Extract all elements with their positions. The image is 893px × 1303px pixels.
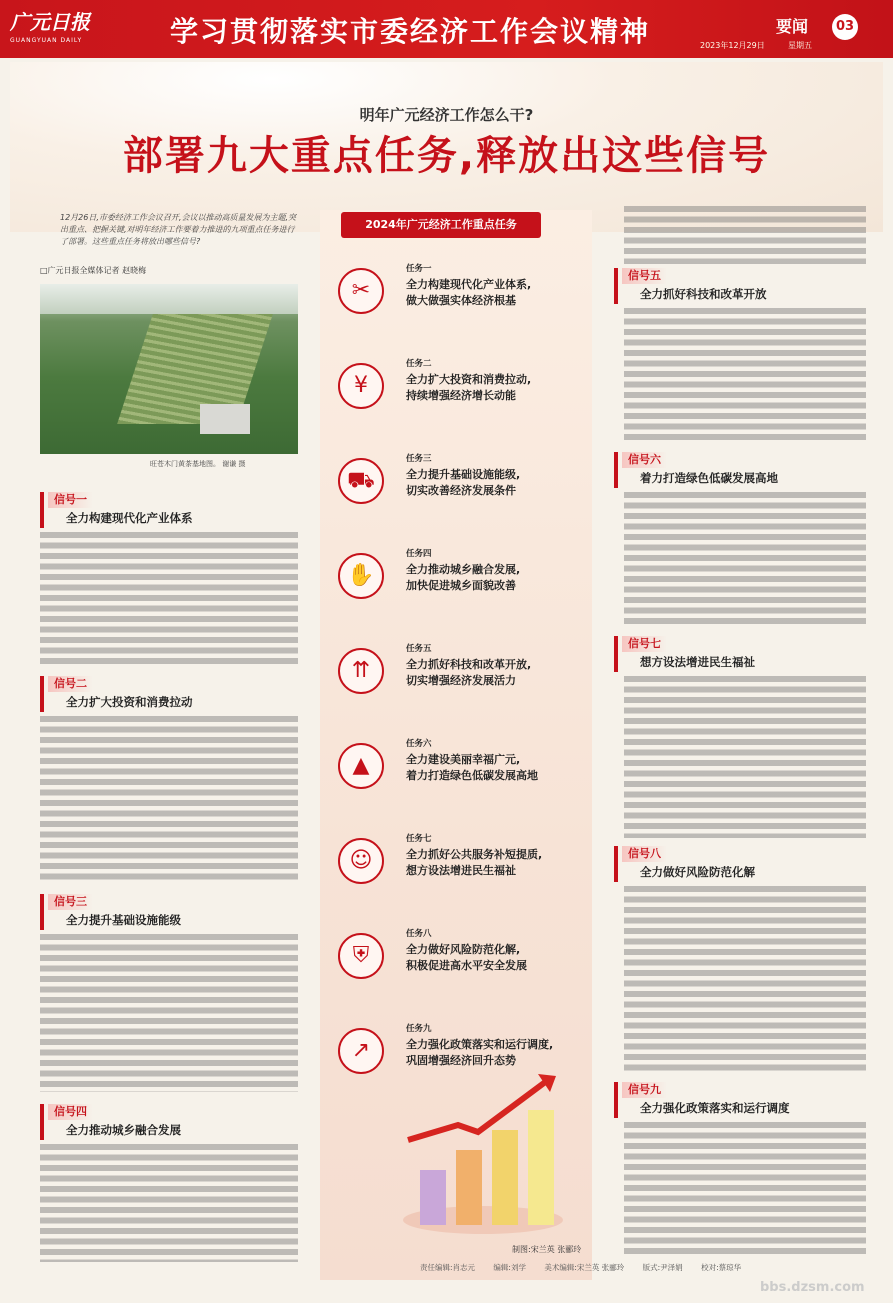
signal-title: 想方设法增进民生福祉 <box>640 655 755 669</box>
task-text-line-1: 全力提升基础设施能级, <box>406 468 521 481</box>
task-kicker: 任务九 <box>406 1024 432 1034</box>
signal-tag: 信号三 <box>48 894 93 910</box>
paper-name: 广元日报 <box>10 10 90 34</box>
signal-title: 全力强化政策落实和运行调度 <box>640 1101 790 1115</box>
signal-tag: 信号四 <box>48 1104 93 1120</box>
bar-light-yellow <box>528 1110 554 1225</box>
task-text-line-2: 着力打造绿色低碳发展高地 <box>406 769 538 782</box>
road-icon: ⛟ <box>338 458 384 504</box>
signal-9-body <box>624 1122 866 1254</box>
signal-2-body <box>40 716 298 884</box>
signal-8-body <box>624 886 866 1074</box>
task-text-line-2: 切实改善经济发展条件 <box>406 484 516 497</box>
signal-1-body <box>40 532 298 664</box>
masthead <box>0 0 893 58</box>
signal-tag: 信号九 <box>622 1082 667 1098</box>
signal-title: 着力打造绿色低碳发展高地 <box>640 471 778 485</box>
key-tasks-title: 2024年广元经济工作重点任务 <box>341 212 541 238</box>
signal-7-header <box>614 636 866 672</box>
signal-tag: 信号一 <box>48 492 93 508</box>
signal-bar <box>614 268 618 304</box>
task-text-line-2: 巩固增强经济回升态势 <box>406 1054 516 1067</box>
task-text-line-1: 全力建设美丽幸福广元, <box>406 753 521 766</box>
page-footer <box>420 1262 880 1273</box>
signal-bar <box>40 492 44 528</box>
page-number-badge: 03 <box>832 14 858 40</box>
signal-7-body <box>624 676 866 838</box>
issue-weekday: 星期五 <box>788 41 812 50</box>
task-text-line-1: 全力抓好科技和改革开放, <box>406 658 532 671</box>
signal-bar <box>40 894 44 930</box>
byline: □广元日报全媒体记者 赵晓梅 <box>40 266 147 275</box>
signal-4-header <box>40 1104 298 1140</box>
bar-orange <box>456 1150 482 1225</box>
task-text-line-1: 全力强化政策落实和运行调度, <box>406 1038 554 1051</box>
task-kicker: 任务四 <box>406 549 432 559</box>
signal-title: 全力推动城乡融合发展 <box>66 1123 181 1137</box>
photo-sky <box>40 284 298 314</box>
task-text-line-2: 持续增强经济增长动能 <box>406 389 516 402</box>
task-text-line-2: 切实增强经济发展活力 <box>406 674 516 687</box>
signal-title: 全力抓好科技和改革开放 <box>640 287 767 301</box>
footer-art: 美术编辑:宋兰英 张郦玲 <box>544 1263 625 1272</box>
shield-icon: ⛨ <box>338 933 384 979</box>
task-kicker: 任务一 <box>406 264 432 274</box>
photo-caption: 旺苍木门黄茶基地图。 谢谦 摄 <box>150 460 246 468</box>
task-text-line-2: 做大做强实体经济根基 <box>406 294 516 307</box>
tools-icon: ✂ <box>338 268 384 314</box>
photo-building <box>200 404 250 434</box>
task-kicker: 任务八 <box>406 929 432 939</box>
task-text-line-2: 想方设法增进民生福祉 <box>406 864 516 877</box>
article-lead: 12月26日,市委经济工作会议召开,会议以推动高质量发展为主题,突出重点、把握关键,对明年经济工作要着力推进的九项重点任务进行了部署。这些重点任务将放出哪些信号? <box>60 213 296 246</box>
signal-bar <box>614 1082 618 1118</box>
signal-9-header <box>614 1082 866 1118</box>
article-headline: 部署九大重点任务,释放出这些信号 <box>122 133 771 179</box>
task-kicker: 任务五 <box>406 644 432 654</box>
signal-title: 全力做好风险防范化解 <box>640 865 755 879</box>
task-kicker: 任务七 <box>406 834 432 844</box>
signal-tag: 信号五 <box>622 268 667 284</box>
watermark: bbs.dzsm.com <box>760 1280 865 1295</box>
signal-5-body <box>624 308 866 444</box>
signal-8-header <box>614 846 866 882</box>
signal-tag: 信号七 <box>622 636 667 652</box>
task-text-line-2: 加快促进城乡面貌改善 <box>406 579 516 592</box>
chart-up-icon: ↗ <box>338 1028 384 1074</box>
signal-bar <box>40 676 44 712</box>
signal-bar <box>614 636 618 672</box>
signal-4-body <box>40 1144 298 1262</box>
signal-title: 全力提升基础设施能级 <box>66 913 181 927</box>
mountain-icon: ▲ <box>338 743 384 789</box>
yuan-coin-icon: ¥ <box>338 363 384 409</box>
signal-tag: 信号八 <box>622 846 667 862</box>
signal-tag: 信号六 <box>622 452 667 468</box>
bar-purple <box>420 1170 446 1225</box>
growth-arrow-line <box>408 1080 548 1140</box>
right-intro-body <box>624 206 866 264</box>
signal-3-header <box>40 894 298 930</box>
section-name[interactable]: 要闻 <box>776 17 809 36</box>
task-text-line-1: 全力做好风险防范化解, <box>406 943 521 956</box>
bar-yellow <box>492 1130 518 1225</box>
art-credit: 制图:宋兰英 张郦玲 <box>512 1245 582 1254</box>
task-text-line-1: 全力推动城乡融合发展, <box>406 563 521 576</box>
growth-arrows-icon: ⇈ <box>338 648 384 694</box>
newspaper-logo[interactable] <box>10 6 90 44</box>
task-text-line-2: 积极促进高水平安全发展 <box>406 959 527 972</box>
issue-date: 2023年12月29日 <box>700 41 765 50</box>
signal-bar <box>614 846 618 882</box>
tea-garden-photo <box>40 284 298 454</box>
growth-bars-illustration <box>398 1070 568 1235</box>
task-text-line-1: 全力扩大投资和消费拉动, <box>406 373 532 386</box>
signal-title: 全力扩大投资和消费拉动 <box>66 695 193 709</box>
article-subtitle: 明年广元经济工作怎么干? <box>359 106 534 124</box>
footer-editor: 责任编辑:肖志元 <box>420 1263 476 1272</box>
signal-6-body <box>624 492 866 628</box>
signal-tag: 信号二 <box>48 676 93 692</box>
signal-title: 全力构建现代化产业体系 <box>66 511 193 525</box>
signal-5-header <box>614 268 866 304</box>
footer-proof: 版式:尹泽娟 <box>642 1263 683 1272</box>
masthead-title: 学习贯彻落实市委经济工作会议精神 <box>170 15 651 48</box>
people-care-icon: ☺ <box>338 838 384 884</box>
signal-3-body <box>40 934 298 1092</box>
handshake-icon: ✋ <box>338 553 384 599</box>
signal-6-header <box>614 452 866 488</box>
task-text-line-1: 全力抓好公共服务补短提质, <box>406 848 543 861</box>
task-kicker: 任务二 <box>406 359 432 369</box>
signal-bar <box>614 452 618 488</box>
signal-2-header <box>40 676 298 712</box>
task-kicker: 任务三 <box>406 454 432 464</box>
task-kicker: 任务六 <box>406 739 432 749</box>
footer-design: 编辑:刘学 <box>493 1263 526 1272</box>
task-text-line-1: 全力构建现代化产业体系, <box>406 278 532 291</box>
paper-name-en: GUANGYUAN DAILY <box>10 37 83 44</box>
footer-check: 校对:蔡琼华 <box>701 1263 742 1272</box>
signal-1-header <box>40 492 298 528</box>
signal-bar <box>40 1104 44 1140</box>
